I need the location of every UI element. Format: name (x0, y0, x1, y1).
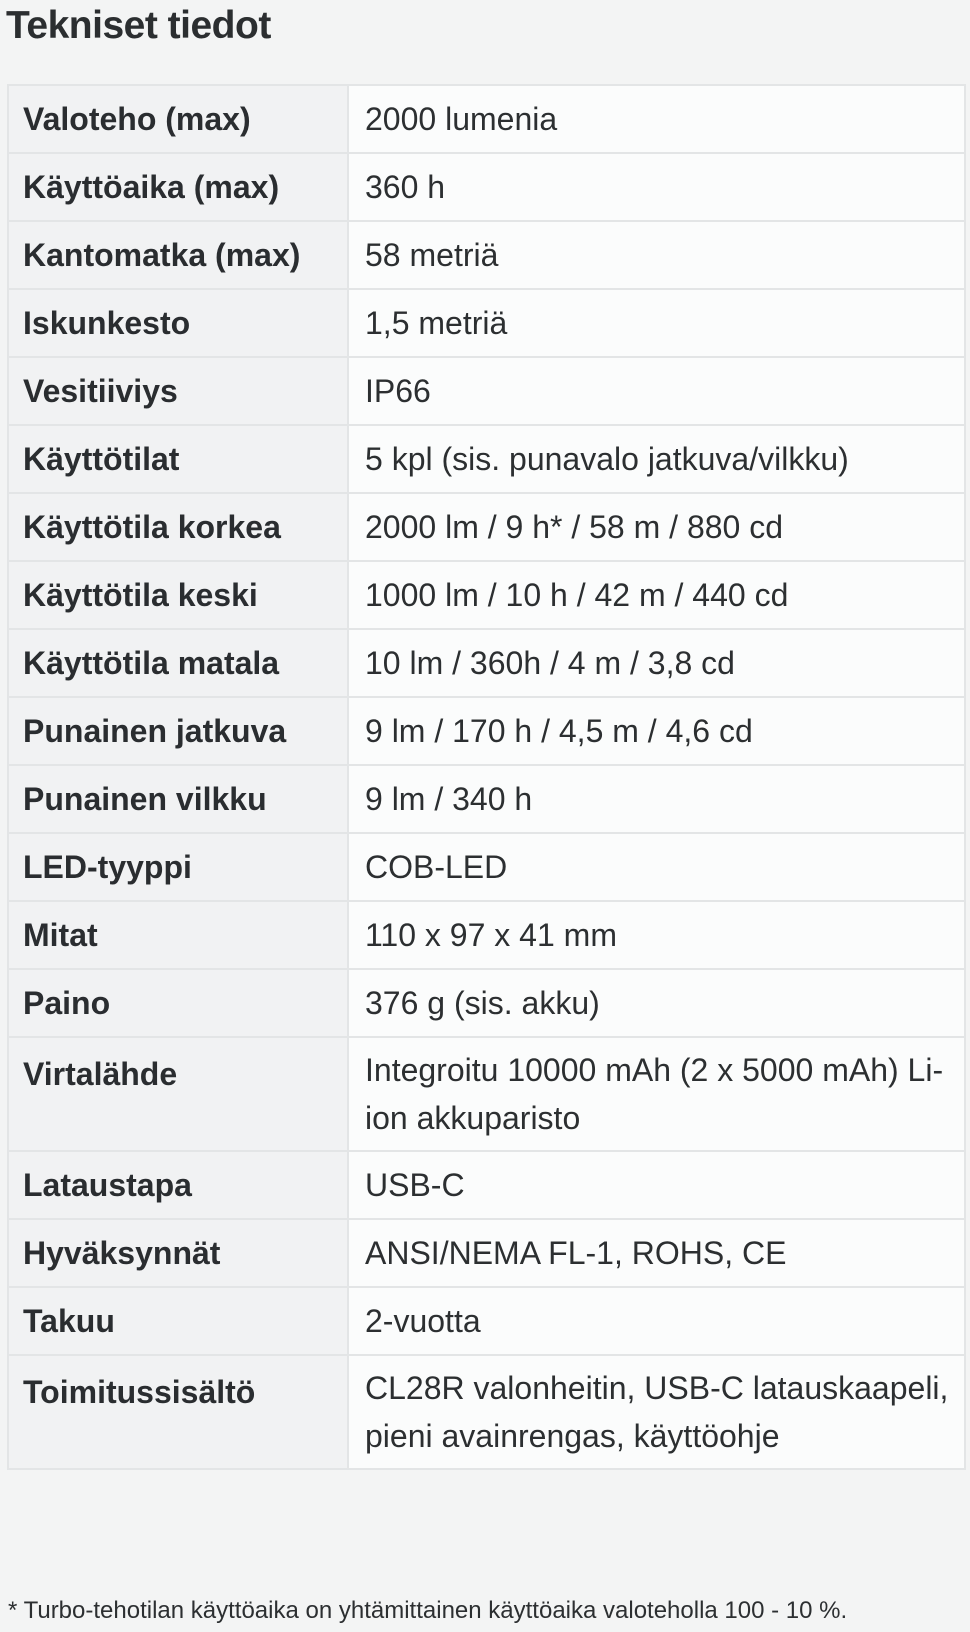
spec-label: Käyttötila matala (8, 629, 348, 697)
table-row (8, 765, 965, 833)
table-row (8, 697, 965, 765)
spec-value: IP66 (348, 357, 965, 425)
spec-value: 2000 lumenia (348, 85, 965, 153)
spec-value: 9 lm / 170 h / 4,5 m / 4,6 cd (348, 697, 965, 765)
spec-value: 1000 lm / 10 h / 42 m / 440 cd (348, 561, 965, 629)
table-row (8, 153, 965, 221)
page-title: Tekniset tiedot (6, 4, 271, 47)
spec-value: 58 metriä (348, 221, 965, 289)
table-row (8, 901, 965, 969)
spec-label: Mitat (8, 901, 348, 969)
table-row (8, 425, 965, 493)
spec-label: Virtalähde (8, 1037, 348, 1151)
table-row (8, 1355, 965, 1469)
table-row (8, 1037, 965, 1151)
spec-value: 110 x 97 x 41 mm (348, 901, 965, 969)
spec-label: Paino (8, 969, 348, 1037)
spec-value: 9 lm / 340 h (348, 765, 965, 833)
spec-label: Punainen vilkku (8, 765, 348, 833)
spec-value: USB-C (348, 1151, 965, 1219)
table-row (8, 1287, 965, 1355)
spec-value: 1,5 metriä (348, 289, 965, 357)
spec-label: LED-tyyppi (8, 833, 348, 901)
table-row (8, 493, 965, 561)
table-row (8, 221, 965, 289)
spec-label: Takuu (8, 1287, 348, 1355)
spec-label: Valoteho (max) (8, 85, 348, 153)
spec-value: 360 h (348, 153, 965, 221)
spec-value: CL28R valonheitin, USB-C latauskaapeli, pieni avainrengas, käyttöohje (348, 1355, 965, 1469)
spec-label: Käyttöaika (max) (8, 153, 348, 221)
spec-value: COB-LED (348, 833, 965, 901)
spec-label: Kantomatka (max) (8, 221, 348, 289)
table-row (8, 629, 965, 697)
table-row (8, 833, 965, 901)
spec-table (7, 84, 966, 1470)
footnote: * Turbo-tehotilan käyttöaika on yhtämittainen käyttöaika valoteholla 100 - 10 %. (8, 1597, 848, 1624)
spec-label: Käyttötilat (8, 425, 348, 493)
spec-label: Lataustapa (8, 1151, 348, 1219)
table-row (8, 85, 965, 153)
spec-label: Iskunkesto (8, 289, 348, 357)
spec-label: Käyttötila korkea (8, 493, 348, 561)
spec-label: Toimitussisältö (8, 1355, 348, 1469)
table-row (8, 561, 965, 629)
spec-value: 5 kpl (sis. punavalo jatkuva/vilkku) (348, 425, 965, 493)
spec-value: 2-vuotta (348, 1287, 965, 1355)
spec-label: Punainen jatkuva (8, 697, 348, 765)
spec-value: Integroitu 10000 mAh (2 x 5000 mAh) Li-ion akkuparisto (348, 1037, 965, 1151)
spec-value: 376 g (sis. akku) (348, 969, 965, 1037)
spec-label: Vesitiiviys (8, 357, 348, 425)
table-row (8, 357, 965, 425)
table-row (8, 289, 965, 357)
spec-label: Käyttötila keski (8, 561, 348, 629)
spec-value: 2000 lm / 9 h* / 58 m / 880 cd (348, 493, 965, 561)
table-row (8, 1219, 965, 1287)
spec-value: ANSI/NEMA FL-1, ROHS, CE (348, 1219, 965, 1287)
table-row (8, 1151, 965, 1219)
spec-value: 10 lm / 360h / 4 m / 3,8 cd (348, 629, 965, 697)
table-row (8, 969, 965, 1037)
spec-label: Hyväksynnät (8, 1219, 348, 1287)
